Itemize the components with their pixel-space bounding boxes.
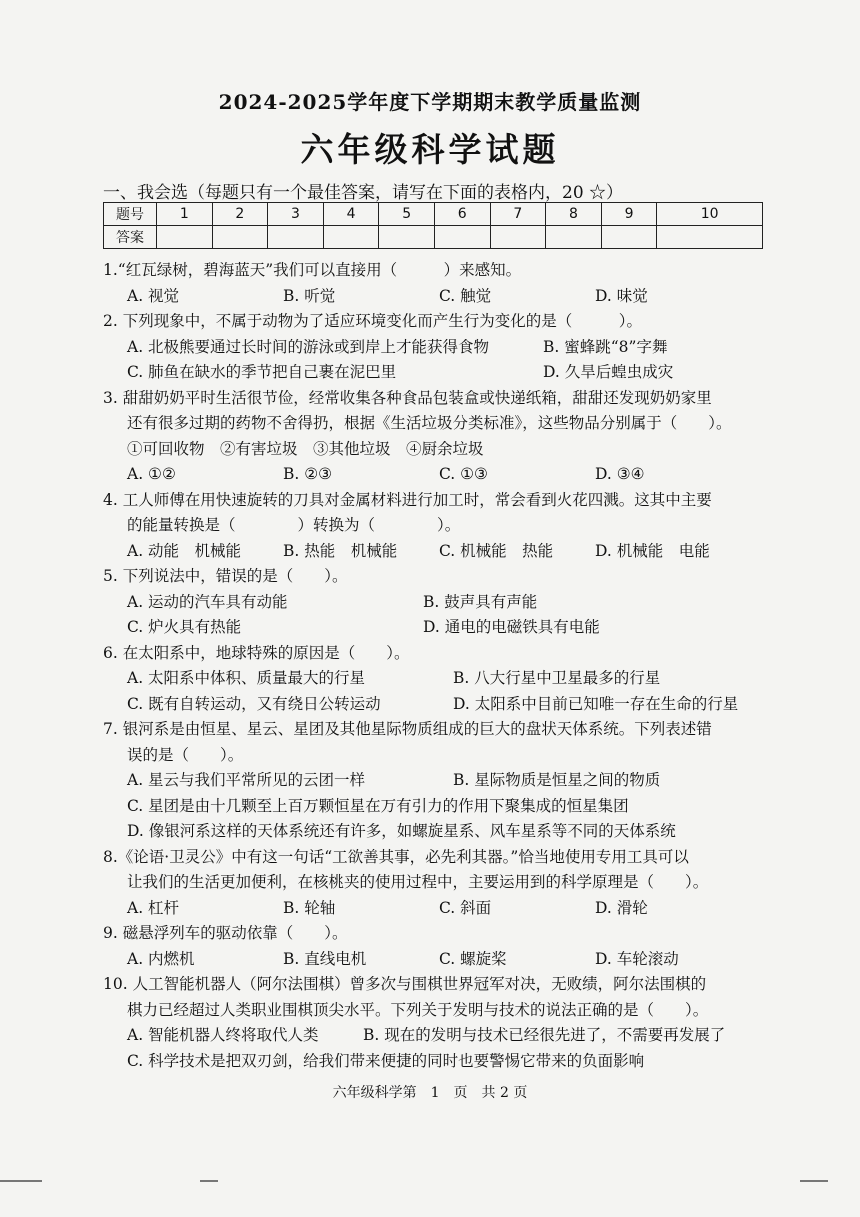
option-row	[103, 768, 783, 794]
answer-cell-4[interactable]	[323, 226, 379, 249]
question-stem: 10. 人工智能机器人（阿尔法围棋）曾多次与围棋世界冠军对决，无败绩，阿尔法围棋的	[103, 975, 707, 993]
question-stem: 2. 下列现象中，不属于动物为了适应环境变化而产生行为变化的是（ ）。	[103, 312, 642, 330]
question-stem: 1.“红瓦绿树，碧海蓝天”我们可以直接用（ ）来感知。	[103, 261, 522, 279]
question-stem: 4. 工人师傅在用快速旋转的刀具对金属材料进行加工时，常会看到火花四溅。这其中主要	[103, 490, 712, 509]
question-stem: 3. 甜甜奶奶平时生活很节俭，经常收集各种食品包装盒或快递纸箱，甜甜还发现奶奶家里	[103, 388, 712, 407]
option-row	[103, 692, 783, 718]
option: A. 内燃机	[127, 949, 195, 968]
option: C. 星团是由十几颗至上百万颗恒星在万有引力的作用下聚集成的恒星集团	[127, 796, 629, 815]
option-row	[103, 896, 783, 922]
option: A. 星云与我们平常所见的云团一样	[127, 771, 366, 789]
option: C. 螺旋桨	[439, 949, 507, 968]
answer-number-8: 8	[546, 203, 602, 226]
option: D. 机械能 电能	[595, 541, 710, 560]
option: B. 星际物质是恒星之间的物质	[453, 771, 661, 789]
option: C. 科学技术是把双刃剑，给我们带来便捷的同时也要警惕它带来的负面影响	[127, 1051, 645, 1070]
answer-number-9: 9	[601, 203, 657, 226]
option: B. 热能 机械能	[283, 541, 398, 560]
option-row	[103, 590, 783, 616]
answer-table-answer-label: 答案	[104, 226, 157, 249]
option: D. 滑轮	[595, 898, 648, 917]
question-stem: 5. 下列说法中，错误的是（ ）。	[103, 567, 348, 585]
answer-number-7: 7	[490, 203, 546, 226]
answer-cell-2[interactable]	[212, 226, 268, 249]
question-stem: 还有很多过期的药物不舍得扔，根据《生活垃圾分类标准》，这些物品分别属于（ ）。	[127, 414, 732, 432]
page-footer: 六年级科学第 1 页 共 2 页	[332, 1085, 528, 1101]
option-row	[103, 335, 783, 361]
answer-number-4: 4	[323, 203, 379, 226]
option: A. 北极熊要通过长时间的游泳或到岸上才能获得食物	[127, 337, 490, 356]
option-row	[103, 615, 783, 641]
answer-table-number-row	[104, 203, 763, 226]
option: A. 视觉	[127, 286, 180, 305]
option: A. 动能 机械能	[127, 541, 242, 560]
scan-edge-mark	[800, 1180, 828, 1182]
option: B. 听觉	[283, 286, 336, 305]
answer-cell-8[interactable]	[546, 226, 602, 249]
option: D. 久旱后蝗虫成灾	[543, 363, 674, 381]
option: C. 肺鱼在缺水的季节把自己裹在泥巴里	[127, 363, 397, 381]
option: D. 通电的电磁铁具有电能	[423, 618, 600, 636]
option-row	[103, 947, 783, 973]
option: C. 炉火具有热能	[127, 618, 242, 636]
option: A. 运动的汽车具有动能	[127, 592, 288, 611]
answer-number-5: 5	[379, 203, 435, 226]
answer-cell-1[interactable]	[157, 226, 213, 249]
option-row	[103, 539, 783, 565]
option: C. 斜面	[439, 898, 492, 917]
option: B. 直线电机	[283, 949, 367, 968]
question-choices: ①可回收物 ②有害垃圾 ③其他垃圾 ④厨余垃圾	[127, 439, 484, 458]
option: D. 车轮滚动	[595, 949, 679, 968]
option: B. 轮轴	[283, 898, 336, 917]
question-stem: 9. 磁悬浮列车的驱动依靠（ ）。	[103, 924, 348, 942]
option: C. ①③	[439, 465, 488, 483]
section-1-heading: 一、我会选（每题只有一个最佳答案，请写在下面的表格内，20 ☆）	[103, 183, 624, 203]
scan-edge-mark	[200, 1180, 218, 1182]
option: A. 太阳系中体积、质量最大的行星	[127, 669, 366, 687]
question-list	[103, 258, 783, 1074]
option: B. ②③	[283, 465, 333, 483]
question-stem: 让我们的生活更加便利，在核桃夹的使用过程中，主要运用到的科学原理是（ ）。	[127, 873, 709, 891]
option: C. 机械能 热能	[439, 541, 554, 560]
question-stem: 8.《论语·卫灵公》中有这一句话“工欲善其事，必先利其器。”恰当地使用专用工具可以	[103, 847, 689, 866]
answer-cell-5[interactable]	[379, 226, 435, 249]
answer-cell-3[interactable]	[268, 226, 324, 249]
question-stem: 的能量转换是（ ）转换为（ ）。	[127, 516, 461, 534]
answer-number-6: 6	[434, 203, 490, 226]
answer-number-2: 2	[212, 203, 268, 226]
option: C. 既有自转运动，又有绕日公转运动	[127, 694, 381, 713]
option: B. 蜜蜂跳“8”字舞	[543, 337, 668, 356]
option: A. 杠杆	[127, 898, 180, 917]
answer-number-10: 10	[657, 203, 763, 226]
scan-edge-mark	[0, 1180, 42, 1182]
subject-title: 六年级科学试题	[300, 130, 560, 169]
answer-cell-10[interactable]	[657, 226, 763, 249]
term-title: 2024-2025学年度下学期期末教学质量监测	[218, 90, 642, 114]
option: A. ①②	[127, 465, 176, 483]
question-stem: 7. 银河系是由恒星、星云、星团及其他星际物质组成的巨大的盘状天体系统。下列表述错	[103, 720, 712, 738]
option: B. 鼓声具有声能	[423, 592, 538, 611]
answer-table-answer-row	[104, 226, 763, 249]
option: D. ③④	[595, 465, 645, 483]
question-stem: 棋力已经超过人类职业围棋顶尖水平。下列关于发明与技术的说法正确的是（ ）。	[127, 1000, 709, 1019]
answer-table-number-label: 题号	[104, 203, 157, 226]
answer-cell-9[interactable]	[601, 226, 657, 249]
option: D. 味觉	[595, 286, 648, 305]
option: B. 现在的发明与技术已经很先进了，不需要再发展了	[363, 1026, 726, 1044]
answer-number-3: 3	[268, 203, 324, 226]
answer-table	[103, 202, 763, 249]
option-row	[103, 284, 783, 310]
answer-cell-6[interactable]	[434, 226, 490, 249]
option: A. 智能机器人终将取代人类	[127, 1026, 319, 1044]
option: D. 太阳系中目前已知唯一存在生命的行星	[453, 694, 739, 713]
option-row	[103, 462, 783, 488]
answer-number-1: 1	[157, 203, 213, 226]
option-row	[103, 360, 783, 386]
question-stem: 6. 在太阳系中，地球特殊的原因是（ ）。	[103, 643, 410, 662]
option: D. 像银河系这样的天体系统还有许多，如螺旋星系、风车星系等不同的天体系统	[127, 822, 676, 840]
answer-cell-7[interactable]	[490, 226, 546, 249]
option: C. 触觉	[439, 286, 492, 305]
option: B. 八大行星中卫星最多的行星	[453, 669, 661, 687]
option-row	[103, 666, 783, 692]
question-stem: 误的是（ ）。	[127, 745, 244, 764]
option-row	[103, 1023, 783, 1049]
